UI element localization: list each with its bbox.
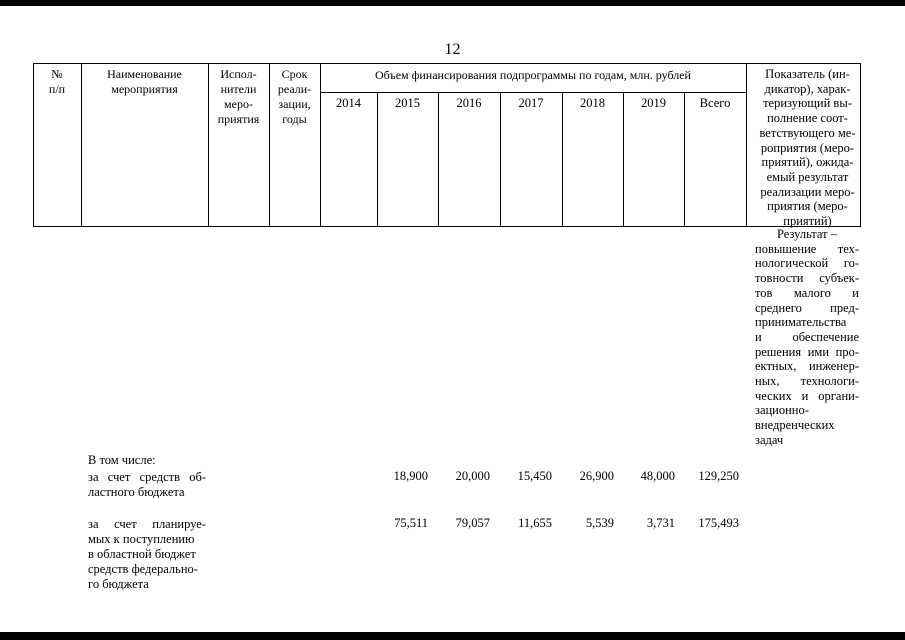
value-2016: 79,057 [455, 516, 490, 530]
scan-border-top [0, 0, 905, 6]
header-funding-title: Объем финансирования подпрограммы по годам, млн. рублей [375, 68, 691, 82]
header-year: 2014 [336, 96, 361, 110]
value-2017: 11,655 [518, 516, 552, 530]
value-2018: 5,539 [585, 516, 614, 530]
page-number: 12 [444, 41, 461, 58]
header-total: Всего [699, 96, 731, 110]
value-total: 129,250 [698, 469, 739, 483]
header-term: Срок реали- зации, годы [277, 67, 312, 126]
scan-border-bottom [0, 632, 905, 640]
header-indicator: Показатель (ин- дикатор), харак- теризующий вы- полнение соот- ветствующего ме- роприятия (меро- приятий), ожида- емый результат реализации меро- приятия (меро- приятий) [759, 67, 856, 229]
value-2017: 15,450 [517, 469, 552, 483]
value-2019: 3,731 [646, 516, 675, 530]
header-executors: Испол- нители меро- приятия [217, 67, 260, 126]
header-year: 2018 [580, 96, 605, 110]
value-total: 175,493 [698, 516, 739, 530]
row-label-regional: за счет средств об- ластного бюджета [88, 470, 206, 499]
value-2015: 75,511 [394, 516, 428, 530]
value-2016: 20,000 [455, 469, 490, 483]
header-number: № п/п [48, 67, 66, 96]
row-label-federal: за счет планируе- мых к поступлению в областной бюджет средств федерально- го бюджета [88, 517, 206, 591]
header-year: 2017 [518, 96, 544, 110]
value-2018: 26,900 [579, 469, 614, 483]
header-name: Наименование мероприятия [107, 67, 182, 96]
header-year: 2015 [395, 96, 420, 110]
header-year: 2019 [641, 96, 666, 110]
value-2019: 48,000 [640, 469, 675, 483]
result-text: Результат – повышение тех- нологической го- товности субъек- тов малого и среднего пред- принимательства и обеспечение решения ими про- ектных, инженер- ных, технологи- ческих и органи- зационно- внедренческих задач [755, 227, 859, 447]
value-2015: 18,900 [393, 469, 428, 483]
including-label: В том числе: [88, 453, 156, 467]
header-year: 2016 [456, 96, 482, 110]
